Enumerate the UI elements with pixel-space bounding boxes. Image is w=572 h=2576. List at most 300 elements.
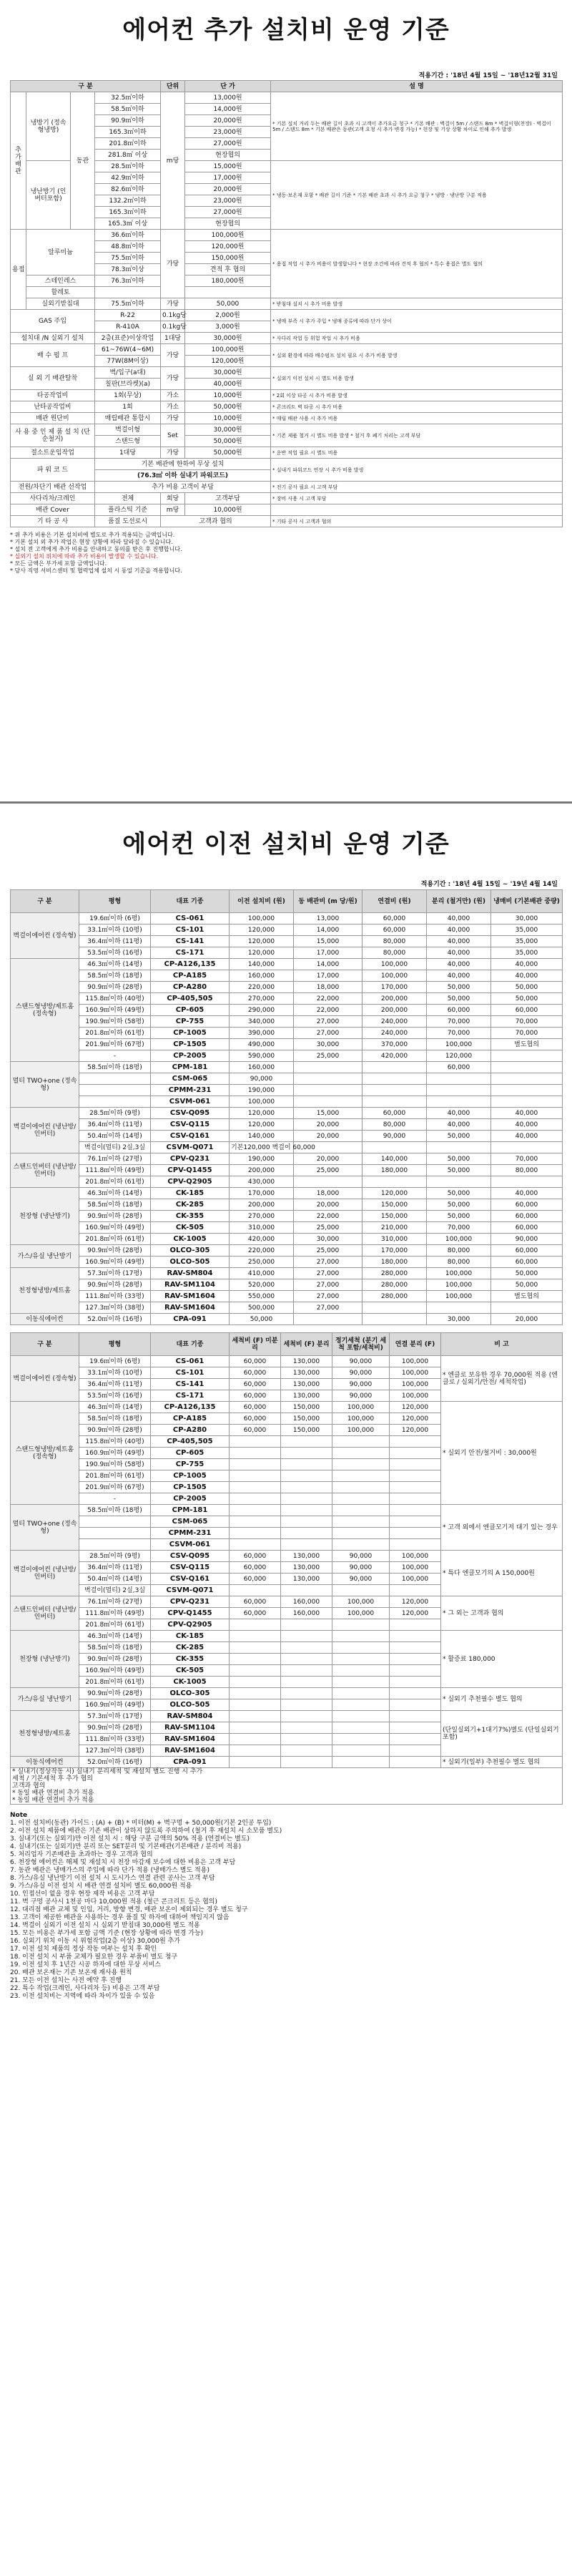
model-cell: CP-605 [151, 1005, 230, 1016]
cleaning-cost-table [10, 1332, 563, 1805]
value-cell [427, 1302, 491, 1314]
table-row [11, 1096, 563, 1108]
item-label: 배관 원단비 [11, 413, 95, 424]
price-cell [185, 287, 271, 298]
unit-cell: m당 [161, 504, 185, 516]
value-cell: 60,000 [491, 1257, 563, 1268]
value-cell: 40,000 [491, 959, 563, 970]
price-cell: 20,000원 [185, 184, 271, 195]
col-header: 연결비 (원) [363, 890, 427, 913]
size-cell: 160.9㎡이하 (49평) [79, 1005, 151, 1016]
price-cell: 23,000원 [185, 195, 271, 207]
category-cell: 멀티 TWO+one (정속형) [11, 1505, 79, 1551]
value-cell: 270,000 [230, 1211, 294, 1222]
price-cell: 23,000원 [185, 127, 271, 138]
spec-cell: 48.8㎡이하 [95, 241, 161, 253]
value-cell: 130,000 [281, 1367, 332, 1379]
col-header: 이전 설치비 (원) [230, 890, 294, 913]
value-cell [230, 1631, 281, 1642]
table-row [11, 1551, 563, 1562]
value-cell: 50,000 [491, 993, 563, 1005]
value-cell [427, 1096, 491, 1108]
value-cell: 410,000 [230, 1268, 294, 1279]
value-cell: 60,000 [230, 1367, 281, 1379]
value-cell: 50,000 [230, 1314, 294, 1325]
table-row [11, 1356, 563, 1367]
spec-cell: 201.8㎡이하 [95, 138, 161, 150]
size-cell: 115.8㎡이하 (40평) [79, 1436, 151, 1448]
value-cell [332, 1448, 390, 1459]
size-cell: 28.5㎡이하 (9평) [79, 1108, 151, 1119]
value-cell: 490,000 [230, 1039, 294, 1050]
model-cell: CSV-Q095 [151, 1108, 230, 1119]
value-cell: 90,000 [332, 1367, 390, 1379]
value-cell [281, 1436, 332, 1448]
value-cell [390, 1448, 441, 1459]
item-label: 전원/차단기 배관 선작업 [11, 482, 95, 493]
spec-cell: 281.8㎡ 이상 [95, 150, 161, 161]
value-cell: 35,000 [491, 924, 563, 936]
value-cell [230, 1585, 281, 1596]
col-header: 설 명 [271, 81, 563, 92]
value-cell: 60,000 [491, 1199, 563, 1211]
value-cell [281, 1745, 332, 1757]
value-cell: 130,000 [281, 1562, 332, 1574]
table-row [11, 459, 563, 470]
table-row [11, 936, 563, 947]
note-line: * 위 추가 비용은 기본 설치비에 별도로 추가 적용되는 금액입니다. [10, 532, 175, 538]
value-cell [281, 1539, 332, 1551]
value-cell: 120,000 [390, 1608, 441, 1619]
desc-cell: * 2회 이상 타공 시 추가 비용 발생 [271, 390, 563, 401]
table-row [11, 1188, 563, 1199]
note-item: 4. 실내기(또는 실외기)만 분리 또는 SET분리 및 기본배관(기본배관 / 분리비 적용) [10, 1843, 242, 1850]
value-cell: 30,000 [427, 1314, 491, 1325]
price-cell: 40,000원 [185, 379, 271, 390]
size-cell: 46.3㎡이하 (14평) [79, 1402, 151, 1413]
value-cell [332, 1493, 390, 1505]
value-cell: 90,000 [332, 1379, 390, 1390]
price-cell: 50,000원 [185, 401, 271, 413]
value-cell [332, 1757, 390, 1768]
value-cell [230, 1470, 281, 1482]
sub-label: 냉난방기 (인버터포함) [26, 161, 71, 230]
value-cell [281, 1470, 332, 1482]
size-cell: 53.5㎡이하 (16평) [79, 947, 151, 959]
material-label: 동관 [71, 92, 95, 230]
col-header: 분리 (철거만) (원) [427, 890, 491, 913]
value-cell [230, 1665, 281, 1677]
spec-cell: 77W(8M이상) [95, 356, 161, 367]
price-cell: 3,000원 [185, 321, 271, 333]
value-cell [281, 1585, 332, 1596]
value-cell [230, 1688, 281, 1699]
value-cell [363, 1062, 427, 1073]
category-cell: 벽걸이에어컨 (냉난방/인버터) [11, 1551, 79, 1596]
category-cell: 가스/유실 냉난방기 [11, 1688, 79, 1711]
size-cell: 90.9㎡이하 (28평) [79, 1425, 151, 1436]
desc-cell: * 매립 배관 사용 시 추가 비용 [271, 413, 563, 424]
value-cell: 20,000 [491, 1314, 563, 1325]
price-cell: 50,000원 [185, 447, 271, 459]
value-cell [491, 1142, 563, 1153]
value-cell: 200,000 [363, 993, 427, 1005]
note-item: 10. 인접선이 없을 경우 현장 제작 비용은 고객 부담 [10, 1890, 155, 1898]
value-cell: 90,000 [332, 1574, 390, 1585]
value-cell: 220,000 [230, 982, 294, 993]
value-cell: 170,000 [230, 1188, 294, 1199]
desc-cell: * 실외기 이전 설치 시 별도 비용 발생 [271, 367, 563, 390]
value-cell: 13,000 [294, 913, 363, 924]
desc-cell: * 기타 공사 시 고객과 협의 [271, 516, 563, 527]
desc-cell: * 사다리 작업 등 위험 작업 시 추가 비용 [271, 333, 563, 344]
size-cell: 19.6㎡이하 (6평) [79, 1356, 151, 1367]
value-cell [491, 1073, 563, 1085]
desc-cell: * 냉매 부족 시 추가 주입 * 냉매 종류에 따라 단가 상이 [271, 310, 563, 333]
value-cell: 390,000 [230, 1028, 294, 1039]
value-cell: 70,000 [427, 1016, 491, 1028]
value-cell [230, 1711, 281, 1722]
value-cell: 60,000 [230, 1596, 281, 1608]
value-cell [427, 1142, 491, 1153]
value-cell [230, 1436, 281, 1448]
size-cell [79, 1516, 151, 1528]
value-cell: 17,000 [294, 970, 363, 982]
model-cell: CK-1005 [151, 1234, 230, 1245]
table-row [11, 1131, 563, 1142]
value-cell [332, 1505, 390, 1516]
value-cell: 40,000 [427, 1108, 491, 1119]
note-line: * 모든 금액은 부가세 포함 금액입니다. [10, 560, 107, 567]
price-cell: 27,000원 [185, 138, 271, 150]
table-row [11, 1505, 563, 1516]
note-item: 9. 가스/유실 이전 설치 시 배관 연결 설치비 별도 60,000원 적용 [10, 1883, 192, 1890]
table-row [11, 1028, 563, 1039]
value-cell [427, 1073, 491, 1085]
value-cell: 50,000 [491, 1279, 563, 1291]
size-cell: 36.4㎡이하 (11평) [79, 1562, 151, 1574]
value-cell [230, 1757, 281, 1768]
spec-cell: 76.3㎡이하 [95, 275, 161, 287]
unit-cell: 가당 [161, 367, 185, 390]
value-cell [332, 1528, 390, 1539]
value-cell: 100,000 [427, 1039, 491, 1050]
value-cell: 27,000 [294, 1268, 363, 1279]
value-cell: 60,000 [230, 1608, 281, 1619]
value-cell [281, 1631, 332, 1642]
value-cell [281, 1516, 332, 1528]
value-cell: 60,000 [491, 1222, 563, 1234]
note-item: 20. 배관 보온재는 기존 보온재 재사용 원칙 [10, 1969, 132, 1976]
desc-cell: * 장비 사용 시 고객 부담 [271, 493, 563, 504]
model-cell: CS-101 [151, 1367, 230, 1379]
remark-cell: * 할증료 180,000 [441, 1631, 563, 1688]
table-row [11, 1005, 563, 1016]
model-cell: CP-2005 [151, 1493, 230, 1505]
value-cell: 170,000 [363, 982, 427, 993]
value-cell [390, 1722, 441, 1734]
size-cell [79, 1085, 151, 1096]
value-cell: 210,000 [363, 1222, 427, 1234]
value-cell: 40,000 [427, 959, 491, 970]
desc-cell: * 기본 설치 거리 두는 배관 길이 초과 시 고객이 추가요금 청구 * 기본 배관 : 벽걸이 5m / 스탠드 8m * 벽걸이형(천장) · 벽걸이 5m / 스탠드 8m * 기본 배관은 동관(고객 요청 시 추가 변경 가능) * 현장 및 기상 상황 차이로 인해 추가 발생 [271, 92, 563, 161]
value-cell: 120,000 [390, 1413, 441, 1425]
value-cell: 22,000 [294, 1005, 363, 1016]
price-cell: 50,000 [185, 298, 271, 310]
remark-cell: (단일실외기+1대기7%)별도 (단일실외기 포함) [441, 1711, 563, 1757]
desc-cell: * 실내기 파워코드 연장 시 추가 비용 발생 [271, 459, 563, 482]
spec-cell: 2층(표준)이상작업 [95, 333, 161, 344]
value-cell: 550,000 [230, 1291, 294, 1302]
value-cell [390, 1493, 441, 1505]
item-label: 사 용 중 인 제 품 설 치 (단순철거) [11, 424, 95, 447]
value-cell: 100,000 [427, 1279, 491, 1291]
value-cell [332, 1482, 390, 1493]
value-cell: 14,000 [294, 959, 363, 970]
item-label: 파 워 코 드 [11, 459, 95, 482]
value-cell [390, 1654, 441, 1665]
size-cell: 36.4㎡이하 (11평) [79, 1379, 151, 1390]
table-row [11, 1768, 563, 1805]
value-cell [332, 1677, 390, 1688]
item-label: 배관 Cover [11, 504, 95, 516]
size-cell: 36.4㎡이하 (11평) [79, 936, 151, 947]
model-cell: CP-A126,135 [151, 1402, 230, 1413]
value-cell: 100,000 [390, 1367, 441, 1379]
value-cell: 25,000 [294, 1245, 363, 1257]
value-cell: 80,000 [427, 1245, 491, 1257]
note-item: 7. 동관 배관은 냉매가스의 주입에 따라 단가 적용 (냉매가스 별도 적용) [10, 1867, 209, 1874]
price-cell: 고객부담 [185, 493, 271, 504]
value-cell: 27,000 [294, 1302, 363, 1314]
value-cell [332, 1688, 390, 1699]
value-cell: 40,000 [427, 913, 491, 924]
value-cell: 120,000 [230, 947, 294, 959]
category-cell: 이동식에어컨 [11, 1314, 79, 1325]
size-cell: 33.1㎡이하 (10평) [79, 1367, 151, 1379]
note-item: 11. 벽 구멍 공사시 1천공 마다 10,000원 적용 (철근 콘크리트 등은 협의) [10, 1898, 217, 1906]
value-cell: 50,000 [427, 1131, 491, 1142]
value-cell [332, 1470, 390, 1482]
value-cell: 100,000 [332, 1596, 390, 1608]
value-cell: 50,000 [427, 1211, 491, 1222]
category-cell: 벽걸이에어컨 (냉난방/인버터) [11, 1108, 79, 1153]
col-header: 연결 분리 (F) [390, 1333, 441, 1356]
model-cell: RAV-SM804 [151, 1268, 230, 1279]
value-cell [390, 1665, 441, 1677]
size-cell: 201.8㎡이하 (61평) [79, 1677, 151, 1688]
value-cell: 50,000 [427, 1199, 491, 1211]
item-label: GAS 주입 [11, 310, 95, 333]
value-cell [230, 1722, 281, 1734]
value-cell [281, 1482, 332, 1493]
value-cell: 130,000 [281, 1356, 332, 1367]
value-cell [230, 1448, 281, 1459]
value-cell [390, 1436, 441, 1448]
model-cell: CPMM-231 [151, 1085, 230, 1096]
value-cell: 40,000 [427, 970, 491, 982]
value-cell [281, 1711, 332, 1722]
price-cell: 10,000원 [185, 390, 271, 401]
value-cell [491, 1096, 563, 1108]
remark-cell: * 그 외는 고객과 협의 [441, 1596, 563, 1631]
value-cell: 30,000 [294, 1039, 363, 1050]
value-cell [281, 1459, 332, 1470]
size-cell: 90.9㎡이하 (28평) [79, 982, 151, 993]
model-cell: CPV-Q2905 [151, 1619, 230, 1631]
size-cell: 201.8㎡이하 (61평) [79, 1028, 151, 1039]
table-row [11, 1596, 563, 1608]
spec-cell: (76.3㎡ 이하 실내기 파워코드) [95, 470, 271, 482]
spec-cell: R-410A [95, 321, 161, 333]
value-cell: 22,000 [294, 993, 363, 1005]
model-cell: CS-171 [151, 1390, 230, 1402]
value-cell: 240,000 [363, 1016, 427, 1028]
unit-cell: Set [161, 424, 185, 447]
size-cell: 90.9㎡이하 (28평) [79, 1279, 151, 1291]
table-header-row [11, 1333, 563, 1356]
value-cell: 200,000 [230, 1199, 294, 1211]
value-cell: 120,000 [390, 1402, 441, 1413]
doc2-notes [10, 1812, 562, 2001]
model-cell: CK-505 [151, 1222, 230, 1234]
value-cell: 100,000 [363, 959, 427, 970]
unit-cell: 가당 [161, 230, 185, 298]
value-cell: 70,000 [491, 1028, 563, 1039]
value-cell [230, 1745, 281, 1757]
col-header: 평형 [79, 1333, 151, 1356]
note-line-red: * 실외기 설치 위치에 따라 추가 비용이 발생할 수 있습니다. [10, 553, 159, 560]
value-cell: 60,000 [363, 924, 427, 936]
value-cell [332, 1665, 390, 1677]
size-cell: 76.1㎡이하 (27평) [79, 1596, 151, 1608]
value-cell: 90,000 [332, 1390, 390, 1402]
value-cell: 20,000 [294, 1119, 363, 1131]
value-cell [332, 1619, 390, 1631]
spec-cell: 165.3㎡이하 [95, 127, 161, 138]
value-cell: 70,000 [427, 1028, 491, 1039]
remark-extra [11, 1768, 563, 1805]
value-cell [281, 1619, 332, 1631]
value-cell [390, 1757, 441, 1768]
note-item: 23. 이전 설치비는 지역에 따라 차이가 있을 수 있음 [10, 1993, 155, 2000]
value-cell: 80,000 [363, 936, 427, 947]
value-cell: 60,000 [491, 1245, 563, 1257]
value-cell [332, 1642, 390, 1654]
value-cell [390, 1539, 441, 1551]
value-cell: 120,000 [427, 1050, 491, 1062]
value-cell: 90,000 [332, 1551, 390, 1562]
value-cell: 120,000 [230, 1119, 294, 1131]
value-cell: 140,000 [230, 1131, 294, 1142]
value-cell [427, 1085, 491, 1096]
size-cell: 벽걸이(멀티) 2실,3실 [79, 1585, 151, 1596]
model-cell: CPV-Q1455 [151, 1608, 230, 1619]
size-cell: 57.3㎡이하 (17평) [79, 1711, 151, 1722]
value-cell [491, 1050, 563, 1062]
table-row [11, 516, 563, 527]
table-row [11, 1108, 563, 1119]
category-cell: 천정형냉방/제트홈 [11, 1268, 79, 1314]
spec-cell: 82.6㎡이하 [95, 184, 161, 195]
value-cell [390, 1505, 441, 1516]
value-cell [390, 1688, 441, 1699]
value-cell: 60,000 [230, 1574, 281, 1585]
size-cell: 115.8㎡이하 (40평) [79, 993, 151, 1005]
model-cell: CK-285 [151, 1642, 230, 1654]
remark-cell: * 실외기(일부) 추천필수 별도 협의 [441, 1757, 563, 1768]
size-cell: 201.9㎡이하 (67평) [79, 1039, 151, 1050]
value-cell [230, 1482, 281, 1493]
doc1-applied-period: 적용기간 : '18년 4월 15일 ~ '18년12월 31일 [418, 72, 558, 79]
model-cell: CP-1505 [151, 1039, 230, 1050]
value-cell: 100,000 [390, 1379, 441, 1390]
table-row [11, 1142, 563, 1153]
table-row [11, 1631, 563, 1642]
size-cell: 190.9㎡이하 (58평) [79, 1459, 151, 1470]
value-cell: 100,000 [390, 1562, 441, 1574]
model-cell: OLCO-505 [151, 1257, 230, 1268]
table-row [11, 504, 563, 516]
table-row [11, 924, 563, 936]
spec-cell: R-22 [95, 310, 161, 321]
model-cell: CP-755 [151, 1016, 230, 1028]
model-cell: CSV-Q161 [151, 1574, 230, 1585]
table-row [11, 482, 563, 493]
value-cell [390, 1677, 441, 1688]
value-cell [281, 1734, 332, 1745]
note-line: * 기본 설치 외 추가 작업은 현장 상황에 따라 달라질 수 있습니다. [10, 539, 173, 545]
value-cell: 40,000 [427, 924, 491, 936]
doc1-notes [10, 532, 562, 575]
value-cell: 27,000 [294, 1028, 363, 1039]
value-cell [332, 1654, 390, 1665]
category-cell: 스탠드인버터 (냉난방/인버터) [11, 1596, 79, 1631]
size-cell: 111.8㎡이하 (49평) [79, 1165, 151, 1176]
value-cell: 280,000 [363, 1279, 427, 1291]
value-cell: 140,000 [230, 959, 294, 970]
size-cell: 111.8㎡이하 (49평) [79, 1608, 151, 1619]
value-cell: 15,000 [294, 1108, 363, 1119]
value-cell: 27,000 [294, 1257, 363, 1268]
note-item: 1. 이전 설치비(동관) 가이드 : (A) + (B) * 미터(M) + 벽구멍 + 50,000원(기본 2인공 투입) [10, 1820, 272, 1827]
spec-cell: 기본 배관에 한하여 무상 설치 [95, 459, 271, 470]
category-cell: 천장형 (냉난방기) [11, 1188, 79, 1245]
value-cell [281, 1528, 332, 1539]
col-header: 정기세척 (분기 세척 포함/세척비) [332, 1333, 390, 1356]
model-cell: CK-185 [151, 1188, 230, 1199]
value-cell: 80,000 [363, 947, 427, 959]
value-cell: 80,000 [363, 1119, 427, 1131]
value-cell [230, 1699, 281, 1711]
unit-cell: 가소 [161, 390, 185, 401]
value-cell: 20,000 [294, 1199, 363, 1211]
price-cell: 15,000원 [185, 161, 271, 172]
table-row [11, 970, 563, 982]
value-cell: 70,000 [427, 1222, 491, 1234]
col-header: 구 분 [11, 890, 79, 913]
model-cell: CSV-Q161 [151, 1131, 230, 1142]
value-cell: 20,000 [294, 1131, 363, 1142]
value-cell [230, 1539, 281, 1551]
model-cell: CP-755 [151, 1459, 230, 1470]
table-row [11, 1016, 563, 1028]
table-row [11, 1279, 563, 1291]
price-cell: 30,000원 [185, 367, 271, 379]
value-cell [390, 1711, 441, 1722]
table-row [11, 1402, 563, 1413]
category-cell: 벽걸이에어컨 (정속형) [11, 913, 79, 959]
